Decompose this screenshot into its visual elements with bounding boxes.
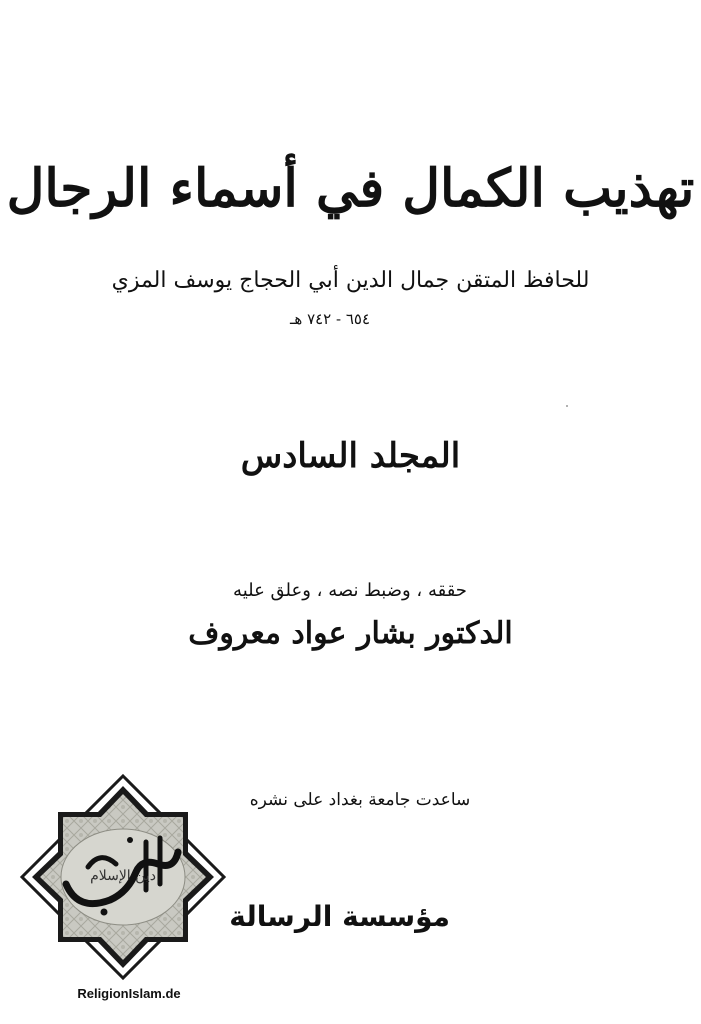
book-title: تهذيب الكمال في أسماء الرجال [6,158,695,219]
university-support-note: ساعدت جامعة بغداد على نشره [249,790,471,810]
logo-caption[interactable]: ReligionIslam.de [77,986,181,1001]
verification-note: حققه ، وضبط نصه ، وعلق عليه [233,580,467,601]
editor-name: الدكتور بشار عواد معروف [188,616,513,651]
author-dates: ٦٥٤ - ٧٤٢ هـ [289,310,371,328]
author-line: للحافظ المتقن جمال الدين أبي الحجاج يوسف المزي [111,268,590,293]
publisher-name: مؤسسة الرسالة [229,900,450,933]
religionislam-logo [18,772,228,982]
logo-emblem-text: دين الإسلام [90,868,156,884]
volume-label: المجلد السادس [240,436,461,476]
speck [566,405,568,407]
